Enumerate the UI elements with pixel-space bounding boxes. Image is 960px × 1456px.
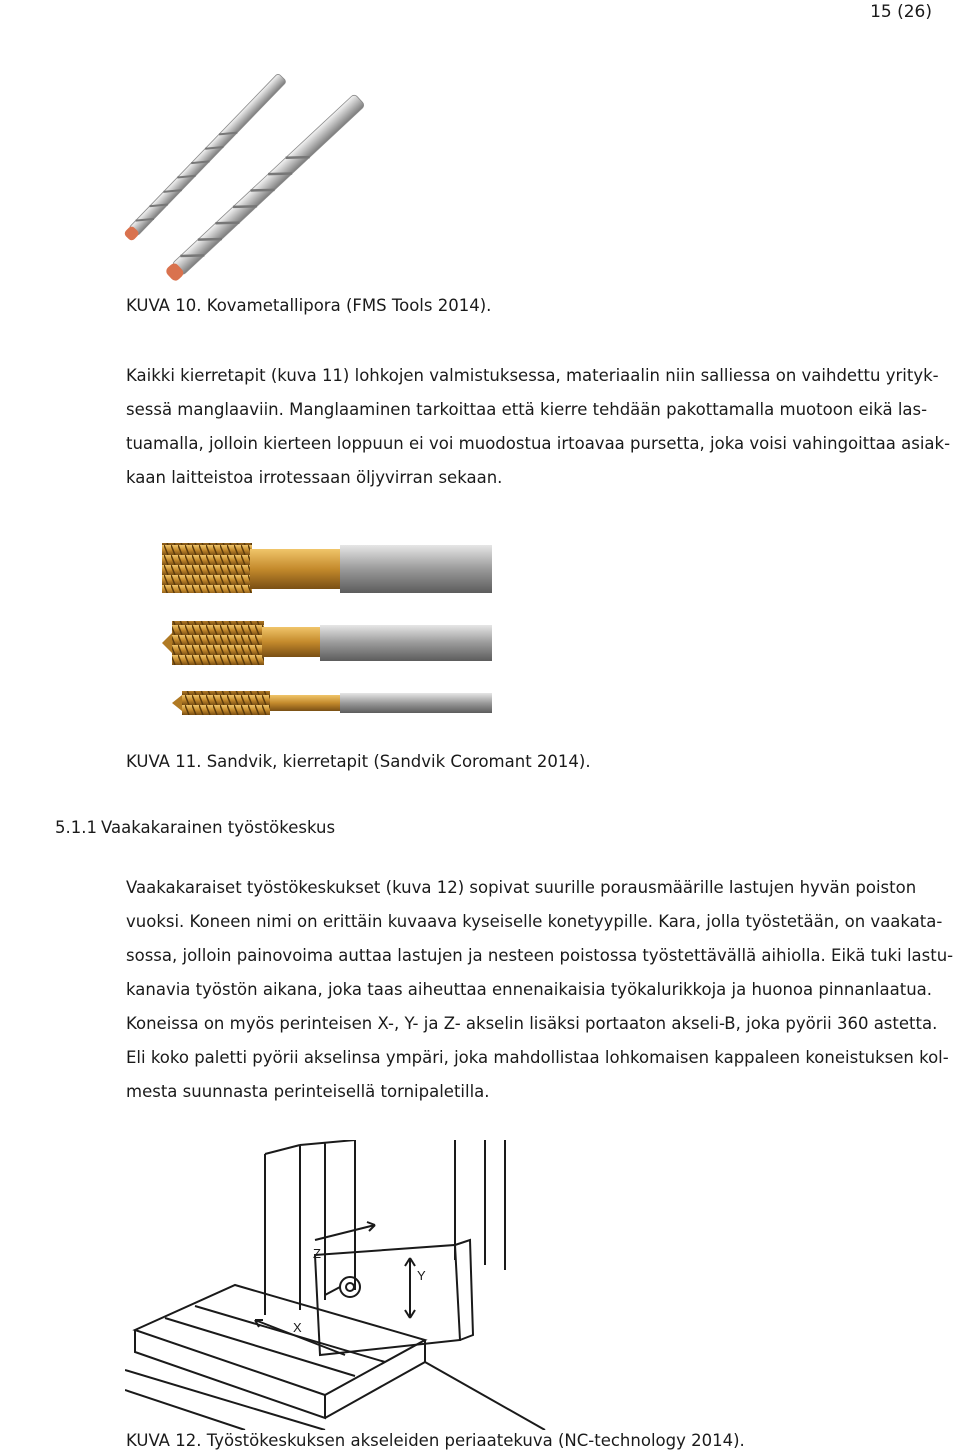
paragraph-line: sossa, jolloin painovoima auttaa lastujen ja nesteen poistossa työstettävällä aihiolla. Eikä tuki lastu- [126, 946, 954, 965]
axis-label-z: Z [313, 1246, 321, 1261]
axis-label-y: Y [417, 1268, 426, 1283]
section-heading [55, 818, 335, 837]
figure-10-caption: KUVA 10. Kovametallipora (FMS Tools 2014). [126, 296, 492, 315]
paragraph-line: tuamalla, jolloin kierteen loppuun ei voi muodostua irtoavaa pursetta, joka voisi vahingoittaa asiak- [126, 434, 951, 453]
section-number: 5.1.1 [55, 818, 97, 837]
paragraph-line: Kaikki kierretapit (kuva 11) lohkojen valmistuksessa, materiaalin niin salliessa on vaihdettu yrityk- [126, 366, 939, 385]
paragraph-line: kaan laitteistoa irrotessaan öljyvirran sekaan. [126, 468, 503, 487]
section-title: Vaakakarainen työstökeskus [101, 818, 336, 837]
paragraph-line: Eli koko paletti pyörii akselinsa ympäri, joka mahdollistaa lohkomaisen kappaleen koneistuksen kol- [126, 1048, 949, 1067]
paragraph-line: Vaakakaraiset työstökeskukset (kuva 12) sopivat suurille porausmäärille lastujen hyvän poiston [126, 878, 917, 897]
machining-center-diagram [125, 1140, 840, 1430]
figure-12-caption: KUVA 12. Työstökeskuksen akseleiden periaatekuva (NC-technology 2014). [126, 1431, 745, 1450]
paragraph-line: Koneissa on myös perinteisen X-, Y- ja Z- akselin lisäksi portaaton akseli-B, joka pyörii 360 astetta. [126, 1014, 938, 1033]
paragraph-line: kanavia työstön aikana, joka taas aiheuttaa ennenaikaisia työkalurikkoja ja huonoa pinnanlaatua. [126, 980, 933, 999]
figure-11-caption: KUVA 11. Sandvik, kierretapit (Sandvik Coromant 2014). [126, 752, 591, 771]
paragraph-line: sessä manglaaviin. Manglaaminen tarkoittaa että kierre tehdään pakottamalla muotoon eikä las- [126, 400, 928, 419]
axis-label-x: X [293, 1320, 302, 1335]
paragraph-line: mesta suunnasta perinteisellä tornipaletilla. [126, 1082, 490, 1101]
paragraph-line: vuoksi. Koneen nimi on erittäin kuvaava kyseiselle konetyypille. Kara, jolla työstetään, on vaakata- [126, 912, 943, 931]
page-number: 15 (26) [870, 2, 932, 22]
drill-bits-image [115, 60, 395, 290]
taps-image [150, 535, 495, 720]
